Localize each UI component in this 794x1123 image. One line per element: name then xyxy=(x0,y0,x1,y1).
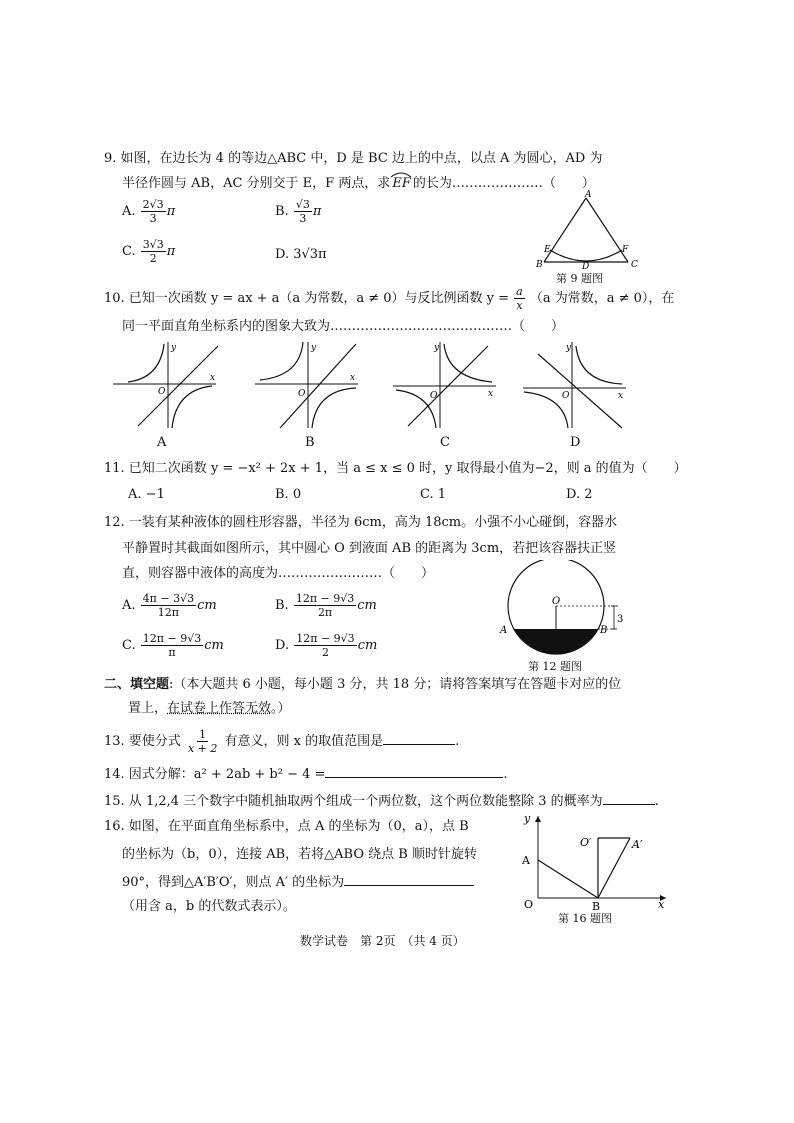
q13: 13. 要使分式 $\frac{1}{x + 2}$ 有意义，则 x 的取值范围是 . xyxy=(104,728,460,755)
svg-text:x: x xyxy=(488,389,494,399)
q11-option-d: D. 2 xyxy=(566,487,593,502)
q12-figure xyxy=(496,560,636,660)
q14: 14. 因式分解：a² + 2ab + b² − 4 = . xyxy=(104,767,508,782)
q9-figure xyxy=(528,190,648,270)
q9-line2-pre: 半径作圆与 AB，AC 分别交于 E，F 两点，求 xyxy=(122,176,391,191)
q16-line2: 的坐标为（b，0），连接 AB，若将△ABO 绕点 B 顺时针旋转 xyxy=(122,847,477,862)
q9-label-d: D xyxy=(582,262,590,270)
q16-label-b: B xyxy=(592,900,601,912)
arc-mark-icon xyxy=(390,171,412,178)
q16-label-a-prime: A′ xyxy=(632,838,643,851)
q9-label-c: C xyxy=(631,260,638,270)
svg-text:O: O xyxy=(158,387,166,397)
q11-line1: 11. 已知二次函数 y = −x² + 2x + 1，当 a ≤ x ≤ 0 时，y 取得最小值为−2，则 a 的值为（ ） xyxy=(104,461,687,476)
q15-answer-blank[interactable] xyxy=(603,792,655,805)
q12-line3: 直，则容器中液体的高度为……………………（ ） xyxy=(122,566,435,581)
section2-line2: 置上，在试卷上作答无效。） xyxy=(128,701,291,716)
svg-text:x: x xyxy=(618,391,624,401)
q16-line1: 16. 如图，在平面直角坐标系中，点 A 的坐标为（0，a），点 B xyxy=(104,819,469,834)
q12-label-3: 3 xyxy=(617,614,624,625)
q10-label-c: C xyxy=(440,435,450,450)
q9-label-f: F xyxy=(622,245,629,255)
q12-option-a: A. $\frac{4\pi - 3√3}{12\pi}$ cm xyxy=(122,592,217,619)
svg-text:x: x xyxy=(350,373,356,383)
q12-label-b: B xyxy=(600,625,608,636)
svg-text:O: O xyxy=(430,391,438,401)
q16-answer-blank[interactable] xyxy=(344,873,474,886)
q12-option-c: C. $\frac{12\pi - 9√3}{\pi}$ cm xyxy=(122,632,224,659)
q10-label-a: A xyxy=(157,435,167,450)
svg-text:y: y xyxy=(171,343,177,353)
q9-line1: 9. 如图，在边长为 4 的等边△ABC 中，D 是 BC 边上的中点，以点 A 为圆心，AD 为 xyxy=(104,151,603,166)
q16-label-o: O xyxy=(524,898,534,911)
q9-label-a: A xyxy=(585,190,592,200)
q16-line4: （用含 a，b 的代数式表示）。 xyxy=(122,899,296,914)
q15: 15. 从 1,2,4 三个数字中随机抽取两个组成一个两位数，这个两位数能整除 3 的概率为 . xyxy=(104,794,659,809)
q12-label-a: A xyxy=(500,625,508,636)
q16-label-x: x xyxy=(658,898,665,911)
svg-text:y: y xyxy=(566,343,572,353)
q11-option-a: A. −1 xyxy=(128,487,165,502)
svg-text:y: y xyxy=(311,343,317,353)
q16-label-a: A xyxy=(522,854,530,867)
svg-text:O: O xyxy=(562,391,570,401)
section2-title: 二、填空题 xyxy=(104,677,170,692)
q16-line3: 90°，得到△A′B′O′，则点 A′ 的坐标为 xyxy=(122,873,474,892)
svg-text:y: y xyxy=(434,343,440,353)
q11-option-b: B. 0 xyxy=(275,487,302,502)
q13-answer-blank[interactable] xyxy=(383,732,455,745)
q12-line1: 12. 一装有某种液体的圆柱形容器，半径为 6cm，高为 18cm。小强不小心碰倒，容器水 xyxy=(104,515,618,530)
q16-figure-caption: 第 16 题图 xyxy=(558,912,612,925)
q10-graph-c xyxy=(388,338,503,433)
q10-graph-b xyxy=(250,338,365,433)
q16-label-y: y xyxy=(524,812,531,825)
svg-text:O: O xyxy=(298,389,306,399)
q9-arc-ef: EF xyxy=(390,175,413,193)
q10-label-b: B xyxy=(305,435,315,450)
q12-figure-caption: 第 12 题图 xyxy=(528,660,582,673)
q9-option-a: A. $\frac{2√3}{3}$ π xyxy=(122,198,176,225)
q9-option-d: D. 3√3π xyxy=(275,247,327,262)
svg-text:x: x xyxy=(210,373,216,383)
q10-label-d: D xyxy=(570,435,581,450)
page-footer: 数学试卷 第 2页 （共 4 页） xyxy=(300,934,465,948)
q12-label-o: O xyxy=(552,596,561,607)
q9-label-b: B xyxy=(536,260,543,270)
q10-graph-d xyxy=(518,338,633,433)
q10-line1: 10. 已知一次函数 y = ax + a（a 为常数，a ≠ 0）与反比例函数 y = $\frac{a}{x}$ （a 为常数，a ≠ 0），在 xyxy=(104,285,675,312)
q9-label-e: E xyxy=(544,245,551,255)
q12-option-b: B. $\frac{12\pi - 9√3}{2\pi}$ cm xyxy=(275,592,377,619)
q10-line2: 同一平面直角坐标系内的图象大致为……………………………………（ ） xyxy=(122,319,565,334)
q16-figure xyxy=(514,812,674,912)
q9-line2 xyxy=(122,175,595,193)
q12-line2: 平静置时其截面如图所示，其中圆心 O 到液面 AB 的距离为 3cm，若把该容器扶正竖 xyxy=(122,541,617,556)
section2-line1: 二、填空题:（本大题共 6 小题，每小题 3 分，共 18 分；请将答案填写在答题卡对应的位 xyxy=(104,677,622,692)
q14-answer-blank[interactable] xyxy=(325,765,503,778)
q10-graph-a xyxy=(108,338,223,433)
q9-line2-post: 的长为…………………（ ） xyxy=(412,176,595,191)
q9-figure-caption: 第 9 题图 xyxy=(556,272,603,285)
q11-option-c: C. 1 xyxy=(420,487,447,502)
q16-label-o-prime: O′ xyxy=(580,836,592,849)
q9-option-c: C. $\frac{3√3}{2}$ π xyxy=(122,238,176,265)
q12-option-d: D. $\frac{12\pi - 9√3}{2}$ cm xyxy=(275,632,378,659)
q9-option-b: B. $\frac{√3}{3}$ π xyxy=(275,198,322,225)
